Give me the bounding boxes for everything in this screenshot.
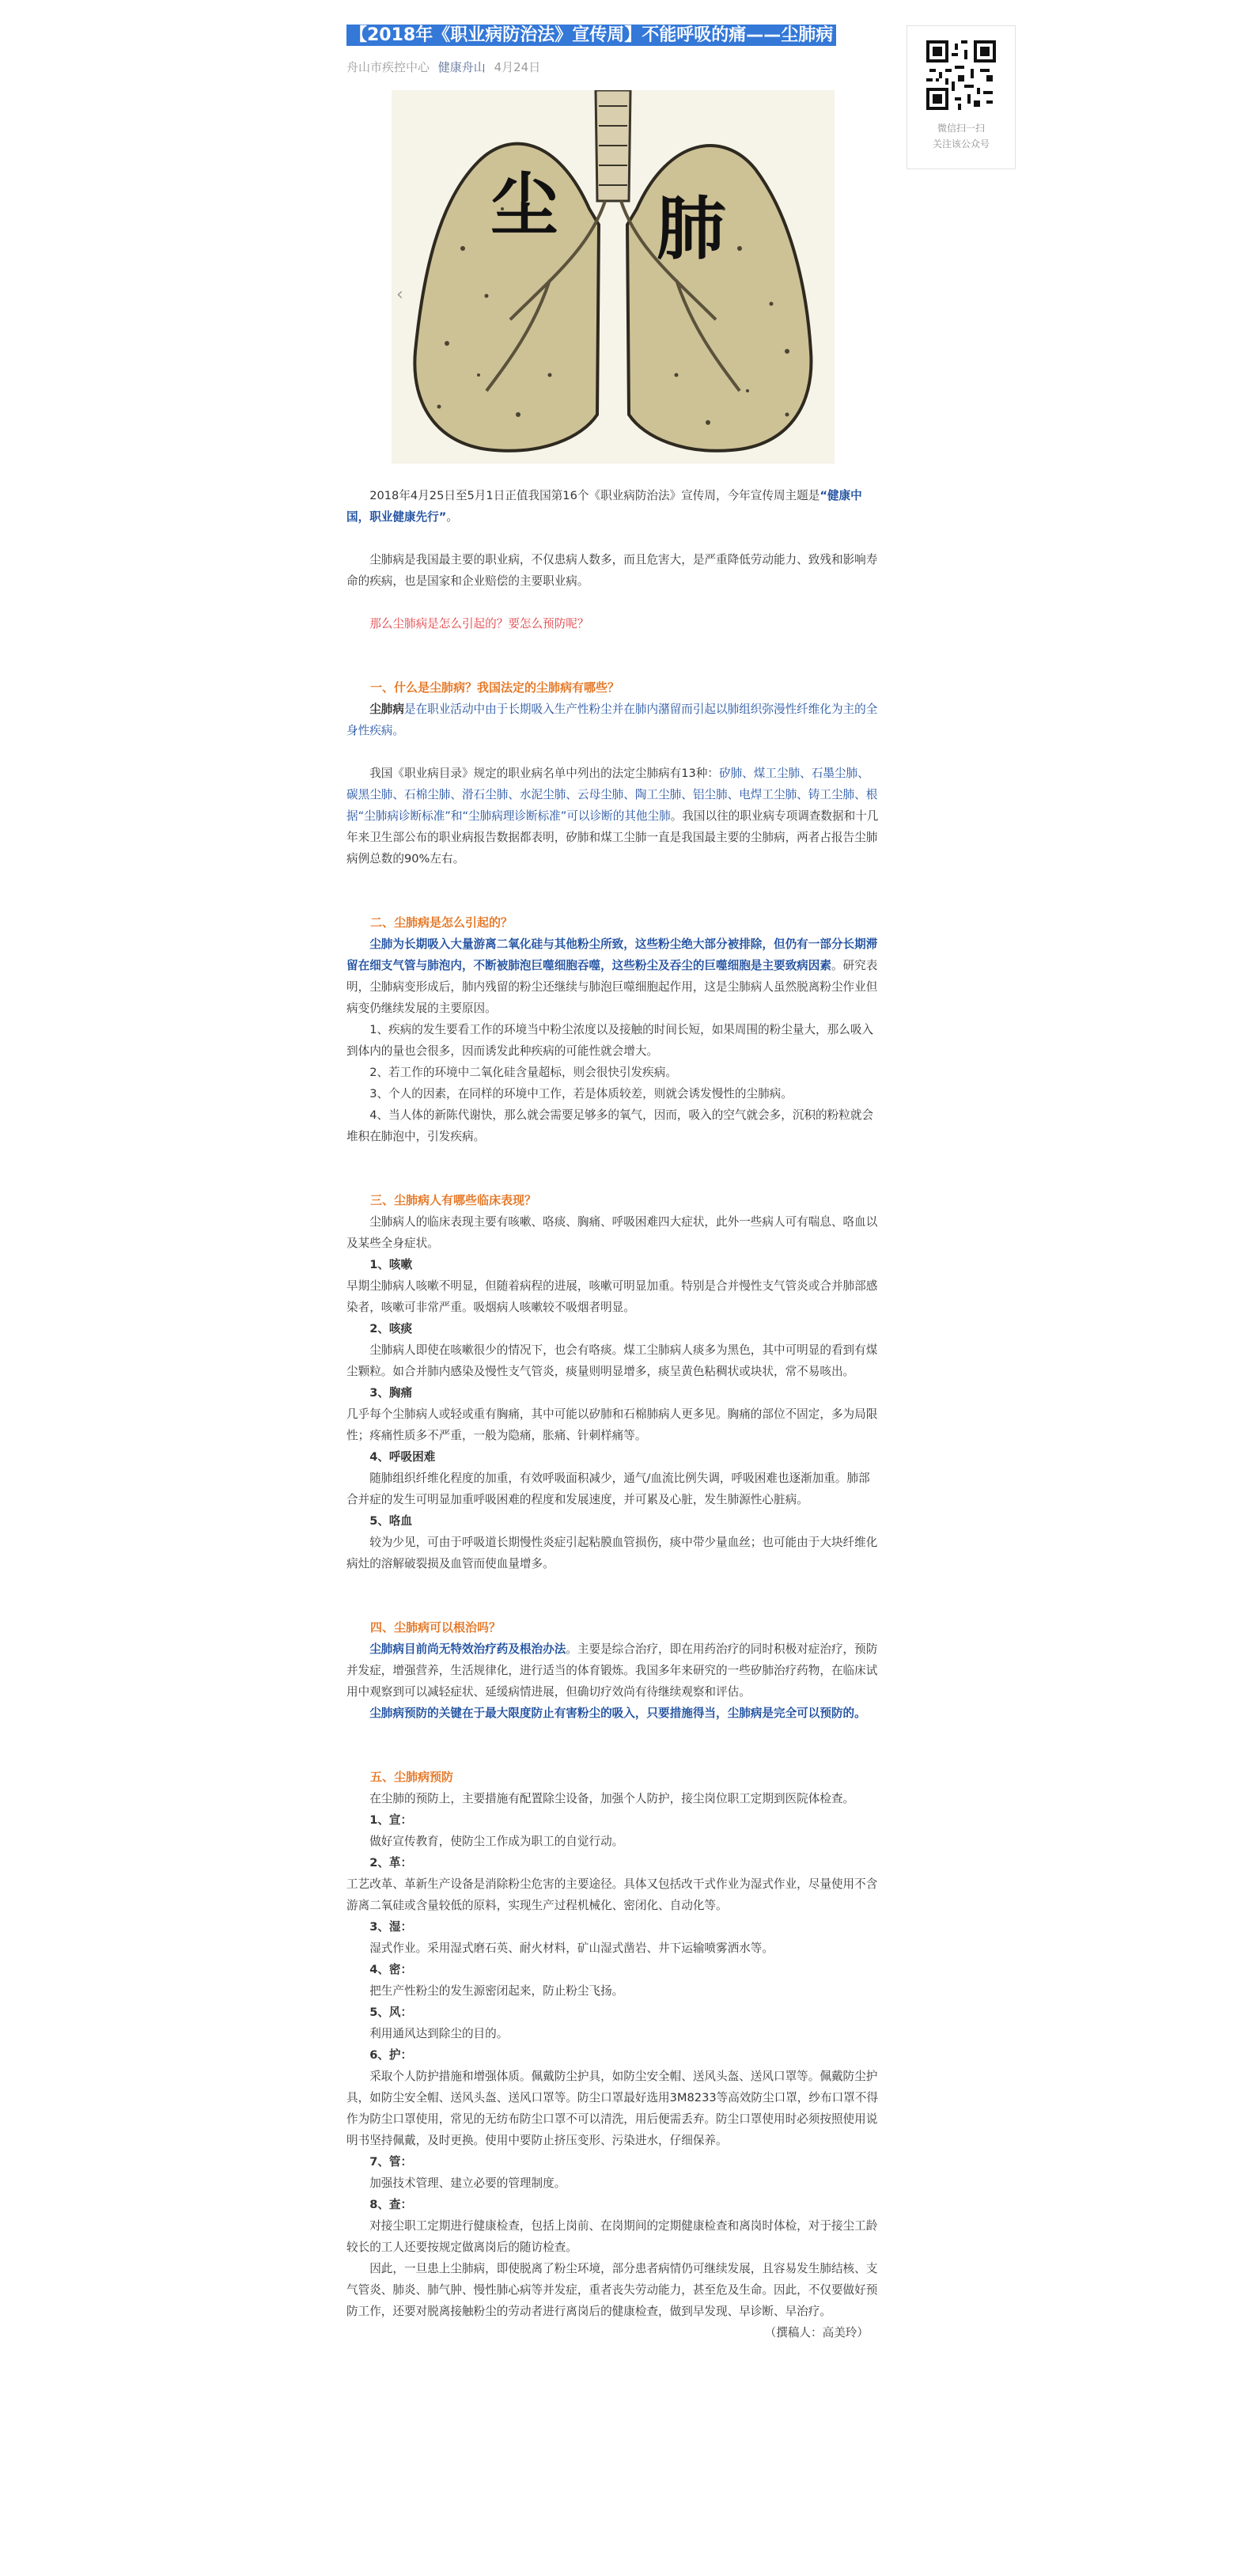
closing-paragraph: 因此，一旦患上尘肺病，即使脱离了粉尘环境，部分患者病情仍可继续发展，且容易发生肺结核、支气管炎、肺炎、肺气肿、慢性肺心病等并发症，重者丧失劳动能力，甚至危及生命。因此，不仅要做好预防工作，还要对脱离接触粉尘的劳动者进行离岗后的健康检查，做到早发现、早诊断、早治疗。	[346, 2262, 878, 2318]
symptom-desc: 较为少见，可由于呼吸道长期慢性炎症引起粘膜血管损伤，痰中带少量血丝；也可能由于大块纤维化病灶的溶解破裂损及血管而使血量增多。	[346, 1536, 878, 1570]
intro-paragraph-2: 尘肺病是我国最主要的职业病，不仅患病人数多，而且危害大，是严重降低劳动能力、致残和影响寿命的疾病，也是国家和企业赔偿的主要职业病。	[346, 553, 878, 588]
section-2-cause: 尘肺为长期吸入大量游离二氧化硅与其他粉尘所致，这些粉尘绝大部分被排除，但仍有一部分长期滞留在细支气管与肺泡内，不断被肺泡巨噬细胞吞噬，这些粉尘及吞尘的巨噬细胞是主要致病因素。研究表明，尘肺病变形成后，肺内残留的粉尘还继续与肺泡巨噬细胞起作用，这是尘肺病人虽然脱离粉尘作业但病变仍继续发展的主要原因。	[346, 938, 878, 1015]
article-title: 【2018年《职业病防治法》宣传周】不能呼吸的痛——尘肺病	[346, 25, 836, 46]
measure-title: 2、革：	[369, 1856, 413, 1869]
measure-desc: 对接尘职工定期进行健康检查，包括上岗前、在岗期间的定期健康检查和离岗时体检，对于接尘工龄较长的工人还要按规定做离岗后的随访检查。	[346, 2219, 878, 2254]
symptom-title: 1、咳嗽	[369, 1258, 413, 1271]
measure-desc: 加强技术管理、建立必要的管理制度。	[369, 2176, 566, 2190]
section-1-heading: 一、什么是尘肺病？我国法定的尘肺病有哪些？	[370, 680, 620, 695]
section-1-definition: 尘肺病是在职业活动中由于长期吸入生产性粉尘并在肺内潴留而引起以肺组织弥漫性纤维化为主的全身性疾病。	[346, 703, 878, 737]
author-credit: （撰稿人：高美玲）	[764, 2326, 869, 2339]
section-2-item: 4、当人体的新陈代谢快，那么就会需要足够多的氧气，因而，吸入的空气就会多，沉积的粉粒就会堆积在肺泡中，引发疾病。	[346, 1108, 874, 1143]
intro-paragraph-1: 2018年4月25日至5月1日正值我国第16个《职业病防治法》宣传周，今年宣传周主题是“健康中国，职业健康先行”。	[346, 489, 862, 524]
measure-title: 7、管：	[369, 2155, 413, 2169]
symptom-desc: 尘肺病人即使在咳嗽很少的情况下，也会有咯痰。煤工尘肺病人痰多为黑色，其中可明显的看到有煤尘颗粒。如合并肺内感染及慢性支气管炎，痰量则明显增多，痰呈黄色粘稠状或块状，常不易咳出。	[346, 1343, 878, 1378]
qr-code-icon	[926, 40, 996, 110]
section-2-heading: 二、尘肺病是怎么引起的？	[370, 915, 513, 930]
article-body	[346, 22, 880, 2343]
measure-desc: 湿式作业。采用湿式磨石英、耐火材料，矿山湿式凿岩、井下运输喷雾洒水等。	[369, 1941, 774, 1955]
measure-desc: 把生产性粉尘的发生源密闭起来，防止粉尘飞扬。	[369, 1984, 624, 1998]
section-5-intro: 在尘肺的预防上，主要措施有配置除尘设备，加强个人防护，接尘岗位职工定期到医院体检查。	[369, 1792, 855, 1805]
measure-desc: 利用通风达到除尘的目的。	[369, 2027, 509, 2040]
measure-desc: 做好宣传教育，使防尘工作成为职工的自觉行动。	[369, 1835, 624, 1848]
symptom-title: 4、呼吸困难	[369, 1450, 436, 1464]
measure-title: 8、查：	[369, 2198, 413, 2211]
section-4-heading: 四、尘肺病可以根治吗？	[370, 1620, 502, 1635]
symptom-title: 3、胸痛	[369, 1386, 413, 1400]
chevron-left-icon[interactable]: ‹	[396, 285, 403, 305]
hero-char-left: 尘	[490, 166, 558, 245]
section-5-heading: 五、尘肺病预防	[370, 1770, 454, 1784]
source-label: 舟山市疾控中心	[346, 60, 430, 74]
symptom-title: 2、咳痰	[369, 1322, 413, 1335]
measure-title: 5、风：	[369, 2006, 413, 2019]
hero-char-right: 肺	[657, 190, 725, 269]
section-3-heading: 三、尘肺病人有哪些临床表现？	[370, 1193, 537, 1207]
measure-desc: 采取个人防护措施和增强体质。佩戴防尘护具，如防尘安全帽、送风头盔、送风口罩等。佩戴防尘护具，如防尘安全帽、送风头盔、送风口罩等。防尘口罩最好选用3M8233等高效防尘口罩，纱布口罩不得作为防尘口罩使用，常见的无纺布防尘口罩不可以清洗，用后便需丢弃。防尘口罩使用时必须按照使用说明书坚持佩戴，及时更换。使用中要防止挤压变形、污染进水，仔细保养。	[346, 2070, 878, 2147]
section-3-intro: 尘肺病人的临床表现主要有咳嗽、咯痰、胸痛、呼吸困难四大症状，此外一些病人可有喘息、咯血以及某些全身症状。	[346, 1215, 878, 1250]
measure-title: 3、湿：	[369, 1920, 413, 1934]
section-1-list: 我国《职业病目录》规定的职业病名单中列出的法定尘肺病有13种：矽肺、煤工尘肺、石墨尘肺、碳黑尘肺、石棉尘肺、滑石尘肺、水泥尘肺、云母尘肺、陶工尘肺、铝尘肺、电焊工尘肺、铸工尘肺、根据“尘肺病诊断标准”和“尘肺病理诊断标准”可以诊断的其他尘肺。我国以往的职业病专项调查数据和十几年来卫生部公布的职业病报告数据都表明，矽肺和煤工尘肺一直是我国最主要的尘肺病，两者占报告尘肺病例总数的90%左右。	[346, 767, 879, 866]
section-2-item: 2、若工作的环境中二氧化硅含量超标，则会很快引发疾病。	[369, 1066, 677, 1079]
measure-title: 4、密：	[369, 1963, 413, 1976]
qr-card	[907, 25, 1016, 169]
section-2-item: 3、个人的因素，在同样的环境中工作，若是体质较差，则就会诱发慢性的尘肺病。	[369, 1087, 793, 1100]
symptom-desc: 早期尘肺病人咳嗽不明显，但随着病程的进展，咳嗽可明显加重。特别是合并慢性支气管炎或合并肺部感染者，咳嗽可非常严重。吸烟病人咳嗽较不吸烟者明显。	[346, 1279, 878, 1314]
measure-title: 6、护：	[369, 2048, 413, 2062]
qr-caption-follow: 关注该公众号	[932, 138, 990, 150]
measure-desc: 工艺改革、革新生产设备是消除粉尘危害的主要途径。具体又包括改干式作业为湿式作业，尽量使用不含游离二氧硅或含量较低的原料，实现生产过程机械化、密闭化、自动化等。	[346, 1877, 878, 1912]
article-meta	[346, 59, 880, 76]
qr-caption-scan: 微信扫一扫	[937, 123, 985, 134]
section-2-item: 1、疾病的发生要看工作的环境当中粉尘浓度以及接触的时间长短，如果周围的粉尘量大，那么吸入到体内的量也会很多，因而诱发此种疾病的可能性就会增大。	[346, 1023, 874, 1058]
section-4-prevention-key: 尘肺病预防的关键在于最大限度防止有害粉尘的吸入，只要措施得当，尘肺病是完全可以预防的。	[369, 1707, 866, 1720]
account-link[interactable]: 健康舟山	[437, 60, 486, 74]
measure-title: 1、宣：	[369, 1813, 413, 1827]
publish-date: 4月24日	[494, 60, 541, 74]
lungs-illustration	[392, 90, 835, 464]
section-4-treatment: 尘肺病目前尚无特效治疗药及根治办法。主要是综合治疗，即在用药治疗的同时积极对症治疗，预防并发症，增强营养，生活规律化，进行适当的体育锻炼。我国多年来研究的一些矽肺治疗药物，在临床试用中观察到可以减轻症状、延缓病情进展，但确切疗效尚有待继续观察和评估。	[346, 1642, 878, 1699]
symptom-desc: 随肺组织纤维化程度的加重，有效呼吸面积减少，通气/血流比例失调，呼吸困难也逐渐加重。肺部合并症的发生可明显加重呼吸困难的程度和发展速度，并可累及心脏，发生肺源性心脏病。	[346, 1472, 870, 1506]
intro-question: 那么尘肺病是怎么引起的？要怎么预防呢？	[369, 617, 589, 631]
symptom-desc: 几乎每个尘肺病人或轻或重有胸痛，其中可能以矽肺和石棉肺病人更多见。胸痛的部位不固定，多为局限性；疼痛性质多不严重，一般为隐痛，胀痛、针刺样痛等。	[346, 1407, 878, 1442]
symptom-title: 5、咯血	[369, 1514, 413, 1528]
